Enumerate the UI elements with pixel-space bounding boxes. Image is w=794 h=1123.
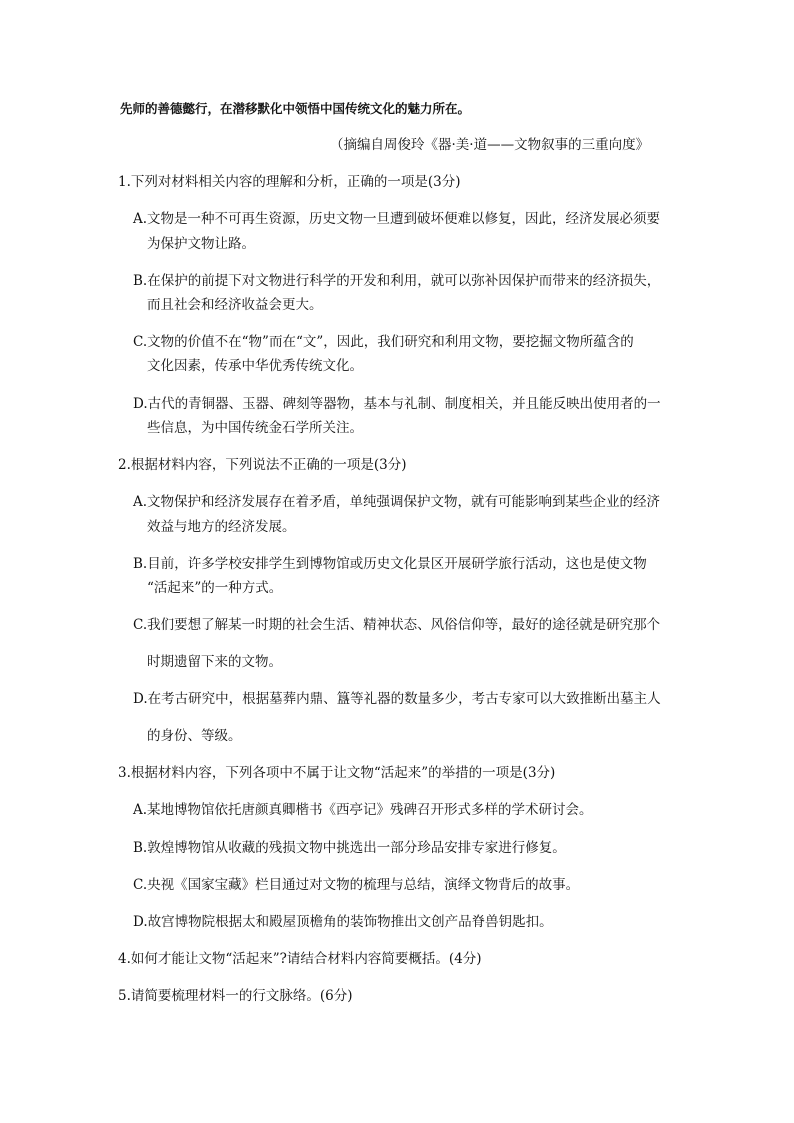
source-citation: （摘编自周俊玲《器·美·道——文物叙事的三重向度》 [330,137,650,153]
question-2-option-a: A.文物保护和经济发展存在着矛盾，单纯强调保护文物，就有可能影响到某些企业的经济 [133,494,661,510]
question-1-option-d: D.古代的青铜器、玉器、碑刻等器物，基本与礼制、制度相关，并且能反映出使用者的一 [133,396,661,412]
question-5-stem: 5.请简要梳理材料一的行文脉络。(6分) [118,988,353,1004]
question-2-option-c: C.我们要想了解某一时期的社会生活、精神状态、风俗信仰等，最好的途径就是研究那个 [133,617,661,633]
question-2-stem: 2.根据材料内容，下列说法不正确的一项是(3分) [118,457,407,473]
question-3-option-a: A.某地博物馆依托唐颜真卿楷书《西亭记》残碑召开形式多样的学术研讨会。 [133,802,593,818]
question-1-option-c-cont: 文化因素，传承中华优秀传统文化。 [147,358,363,374]
question-1-stem: 1.下列对材料相关内容的理解和分析，正确的一项是(3分) [118,174,461,190]
intro-line: 先师的善德懿行，在潜移默化中领悟中国传统文化的魅力所在。 [120,101,471,116]
question-1-option-a: A.文物是一种不可再生资源，历史文物一旦遭到破坏便难以修复，因此，经济发展必须要 [133,211,661,227]
question-4-stem: 4.如何才能让文物“活起来”?请结合材料内容简要概括。(4分) [118,951,482,967]
question-1-option-b-cont: 而且社会和经济收益会更大。 [147,297,323,313]
question-2-option-d-cont: 的身份、等级。 [147,728,242,744]
question-2-option-b: B.目前，许多学校安排学生到博物馆或历史文化景区开展研学旅行活动，这也是使文物 [133,556,647,572]
question-3-option-c: C.央视《国家宝藏》栏目通过对文物的梳理与总结，演绎文物背后的故事。 [133,877,580,893]
question-2-option-d: D.在考古研究中，根据墓葬内鼎、簋等礼器的数量多少，考古专家可以大致推断出墓主人 [133,691,661,707]
question-2-option-c-cont: 时期遗留下来的文物。 [147,654,282,670]
question-2-option-a-cont: 效益与地方的经济发展。 [147,519,296,535]
question-3-stem: 3.根据材料内容，下列各项中不属于让文物“活起来”的举措的一项是(3分) [118,765,556,781]
question-1-option-c: C.文物的价值不在“物”而在“文”，因此，我们研究和利用文物，要挖掘文物所蕴含的 [133,334,634,350]
question-1-option-a-cont: 为保护文物让路。 [147,236,255,252]
question-1-option-b: B.在保护的前提下对文物进行科学的开发和利用，就可以弥补因保护而带来的经济损失， [133,273,661,289]
question-2-option-b-cont: “活起来”的一种方式。 [147,580,283,596]
question-3-option-d: D.故宫博物院根据太和殿屋顶檐角的装饰物推出文创产品脊兽钥匙扣。 [133,914,553,930]
question-3-option-b: B.敦煌博物馆从收藏的残损文物中挑选出一部分珍品安排专家进行修复。 [133,840,566,856]
question-1-option-d-cont: 些信息，为中国传统金石学所关注。 [147,420,363,436]
